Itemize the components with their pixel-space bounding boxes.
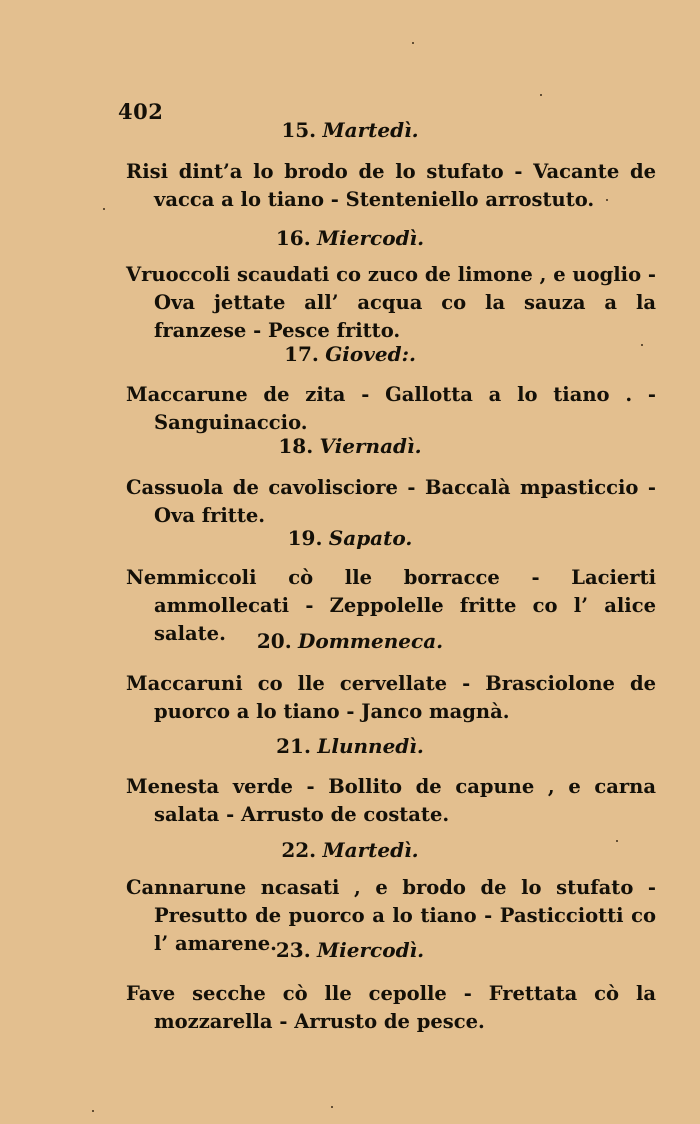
print-speck — [412, 42, 414, 44]
day-number: 15. — [281, 118, 317, 142]
day-heading — [0, 118, 700, 142]
day-heading — [0, 342, 700, 366]
print-speck — [540, 94, 542, 96]
day-name: Dommeneca. — [298, 629, 444, 653]
day-number: 19. — [287, 526, 323, 550]
day-menu: Menesta verde - Bollito de capune , e carna salata - Arrusto de costate. — [126, 775, 656, 826]
day-menu: Nemmiccoli cò lle borracce - Lacierti ammollecati - Zeppolelle fritte co l’ alice salate. — [126, 566, 656, 645]
day-heading — [0, 734, 700, 758]
day-menu: Maccarune de zita - Gallotta a lo tiano . - Sanguinaccio. — [126, 383, 656, 434]
day-menu: Vruoccoli scaudati co zuco de limone , e uoglio - Ova jettate all’ acqua co la sauza a la franzese - Pesce fritto. — [126, 263, 656, 342]
day-number: 17. — [284, 342, 319, 366]
print-speck — [103, 208, 105, 210]
day-number: 20. — [256, 629, 292, 653]
print-speck — [92, 1110, 94, 1112]
print-speck — [641, 344, 643, 346]
day-menu: Cannarune ncasati , e brodo de lo stufato - Presutto de puorco a lo tiano - Pasticciotti co l’ amarene. — [126, 876, 656, 955]
page-number: 402 — [118, 99, 164, 124]
day-number: 22. — [281, 838, 317, 862]
day-menu: Fave secche cò lle cepolle - Frettata cò la mozzarella - Arrusto de pesce. — [126, 982, 656, 1033]
day-name: Viernadì. — [319, 434, 422, 458]
day-number: 16. — [275, 226, 311, 250]
day-heading — [0, 629, 700, 653]
day-menu: Cassuola de cavolisciore - Baccalà mpasticcio - Ova fritte. — [126, 476, 656, 527]
day-number: 18. — [278, 434, 314, 458]
day-heading — [0, 938, 700, 962]
day-heading — [0, 838, 700, 862]
day-name: Gioved:. — [325, 342, 416, 366]
print-speck — [606, 199, 608, 201]
day-name: Martedì. — [322, 118, 419, 142]
day-menu: Risi dint’a lo brodo de lo stufato - Vacante de vacca a lo tiano - Stenteniello arrostuto. — [126, 160, 656, 211]
day-name: Miercodì. — [317, 938, 425, 962]
day-name: Miercodì. — [317, 226, 425, 250]
day-heading — [0, 526, 700, 550]
day-name: Sapato. — [328, 526, 413, 550]
day-name: Llunnedì. — [317, 734, 424, 758]
print-speck — [616, 840, 618, 842]
day-number: 21. — [276, 734, 311, 758]
day-heading — [0, 226, 700, 250]
day-heading — [0, 434, 700, 458]
day-menu: Maccaruni co lle cervellate - Brasciolone de puorco a lo tiano - Janco magnà. — [126, 672, 656, 723]
day-name: Martedì. — [322, 838, 419, 862]
print-speck — [331, 1106, 333, 1108]
day-number: 23. — [275, 938, 311, 962]
